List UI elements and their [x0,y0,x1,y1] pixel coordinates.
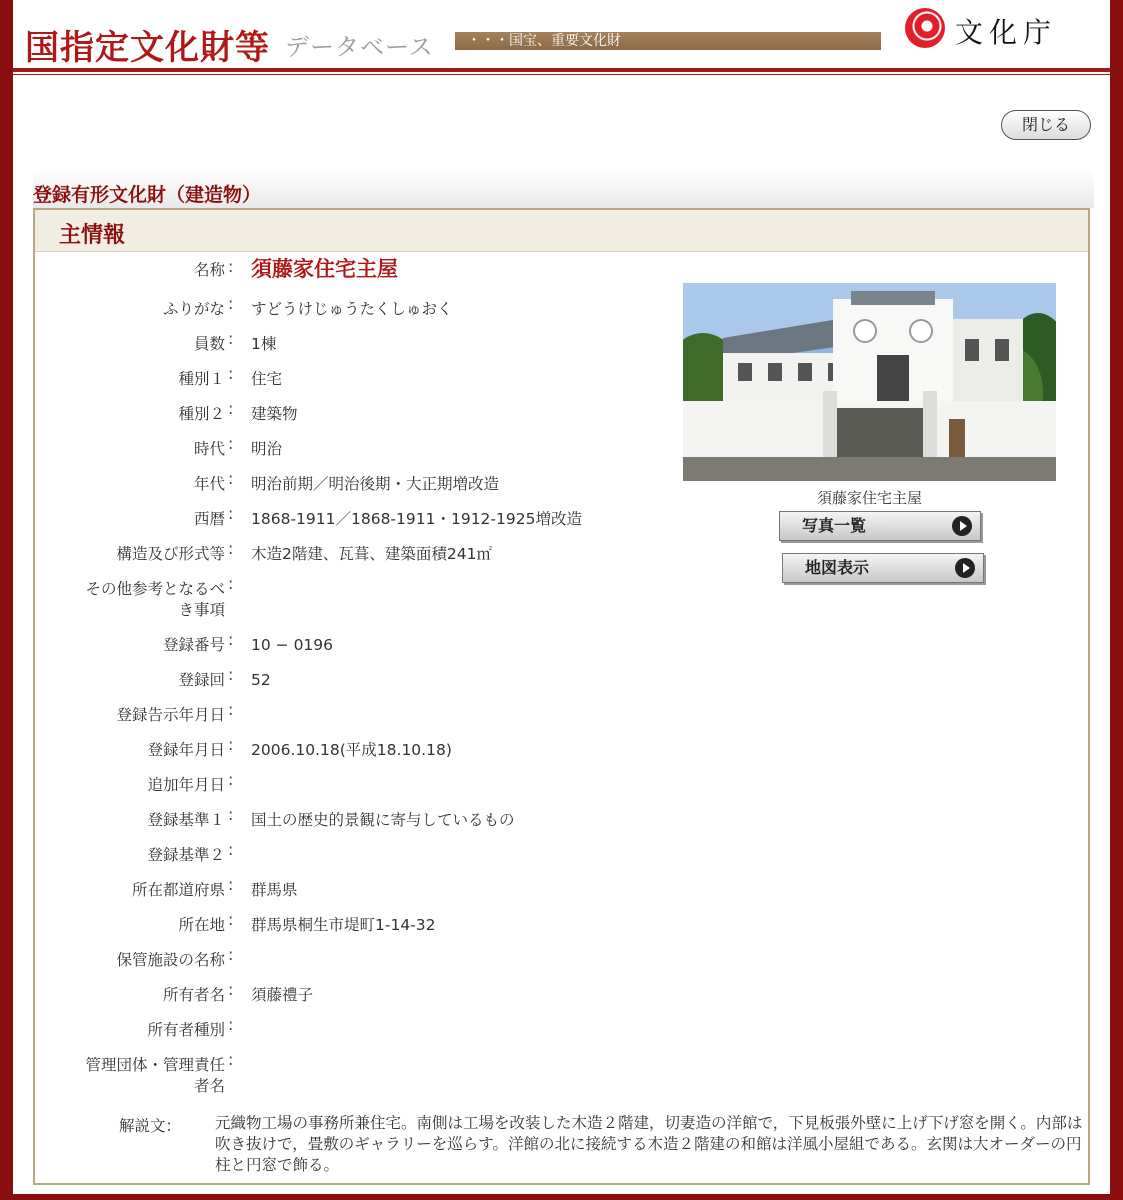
field-value: すどうけじゅうたくしゅおく [251,300,453,318]
bunkacho-mark-icon [905,8,945,48]
field-value: 明治前期／明治後期・大正期増改造 [251,475,500,493]
field-colon: : [228,434,234,453]
field-colon: : [228,700,234,719]
photo-caption: 須藤家住宅主屋 [816,489,922,507]
section-nav-bar: ・・・国宝、重要文化財 [455,32,881,50]
property-name: 須藤家住宅主屋 [251,257,398,281]
field-colon: : [228,504,234,523]
field-colon: : [228,399,234,418]
field-colon: : [228,805,234,824]
field-label: 追加年月日 [147,776,225,794]
map-button[interactable] [782,553,984,583]
field-label: 登録基準１ [147,811,225,829]
close-button[interactable]: 閉じる [1001,110,1091,140]
field-label-line: き事項 [178,601,225,619]
field-label: 登録基準２ [147,846,225,864]
main-info-title: 主情報 [59,222,126,248]
arrow-right-icon [952,516,972,536]
field-label-line: その他参考となるべ [85,580,225,598]
field-label: 登録告示年月日 [116,706,225,724]
field-colon: : [228,364,234,383]
field-colon: : [228,665,234,684]
field-value: 国土の歴史的景観に寄与しているもの [251,811,515,829]
field-label: 種別２ [178,405,225,423]
field-label: 員数 [193,335,225,353]
field-label: 時代 [193,440,225,458]
field-label: 登録番号 [162,636,225,654]
header-divider [13,68,1110,72]
field-value: 1棟 [251,335,277,353]
field-colon: : [228,735,234,754]
field-colon: : [228,1015,234,1034]
field-label: 所有者名 [162,986,225,1004]
field-colon: : [228,329,234,348]
field-label: 種別１ [178,370,225,388]
field-colon: : [228,539,234,558]
field-colon: : [228,574,234,593]
field-label: 所在都道府県 [131,881,225,899]
field-colon: : [228,980,234,999]
field-colon: : [228,630,234,649]
site-title[interactable]: 国指定文化財等 [25,28,270,68]
field-value: 木造2階建、瓦葺、建築面積241㎡ [251,545,492,563]
building-photo[interactable] [683,283,1056,481]
field-value: 建築物 [251,405,298,423]
field-colon: : [228,257,234,276]
field-label: 登録年月日 [147,741,225,759]
field-label: 名称 [193,261,225,279]
field-value: 須藤禮子 [251,986,314,1004]
field-colon: : [228,469,234,488]
field-colon: : [228,945,234,964]
field-value: 明治 [251,440,283,458]
field-label: 年代 [193,475,225,493]
description-text: 元織物工場の事務所兼住宅。南側は工場を改装した木造２階建，切妻造の洋館で，下見板張外壁に上げ下げ窓を開く。内部は吹き抜けで，畳敷のギャラリーを巡らす。洋館の北に接続する木造２階建の和館は洋風小屋組である。玄関は大オーダーの円柱と円窓で飾る。 [215,1114,1083,1174]
field-value: 群馬県桐生市堤町1-14-32 [251,916,436,934]
header-divider-thin [13,74,1110,75]
main-info-panel [33,208,1090,1185]
description-label: 解説文： [119,1117,182,1135]
field-colon: : [228,910,234,929]
field-colon: : [228,875,234,894]
field-value: 1868-1911／1868-1911・1912-1925増改造 [251,510,582,528]
field-label [35,1055,225,1097]
field-label: 構造及び形式等 [116,545,225,563]
field-label-line: 管理団体・管理責任 [85,1056,225,1074]
field-value: 2006.10.18(平成18.10.18) [251,741,452,759]
field-colon: : [228,770,234,789]
field-value: 10 − 0196 [251,636,334,654]
site-subtitle: データベース [285,33,434,61]
map-button-label: 地図表示 [805,558,870,577]
field-label: 登録回 [178,671,225,689]
arrow-right-icon [955,558,975,578]
field-value: 52 [251,671,271,689]
section-title: 登録有形文化財（建造物） [33,184,262,206]
bunkacho-logo[interactable] [905,8,1075,52]
logo-text: 文化庁 [955,16,1058,49]
field-colon: : [228,1050,234,1069]
field-value: 住宅 [251,370,283,388]
field-colon: : [228,840,234,859]
main-info-header [35,210,1088,252]
field-label: 西暦 [193,510,225,528]
photo-list-button-label: 写真一覧 [802,516,867,535]
field-colon: : [228,294,234,313]
photo-list-button[interactable] [779,511,981,541]
field-label-line: 者名 [193,1077,225,1095]
field-label [35,579,225,621]
field-label: 所在地 [178,916,225,934]
field-label: 保管施設の名称 [116,951,225,969]
field-label: ふりがな [162,300,225,318]
field-label: 所有者種別 [147,1021,225,1039]
site-header [13,0,1110,78]
field-value: 群馬県 [251,881,298,899]
